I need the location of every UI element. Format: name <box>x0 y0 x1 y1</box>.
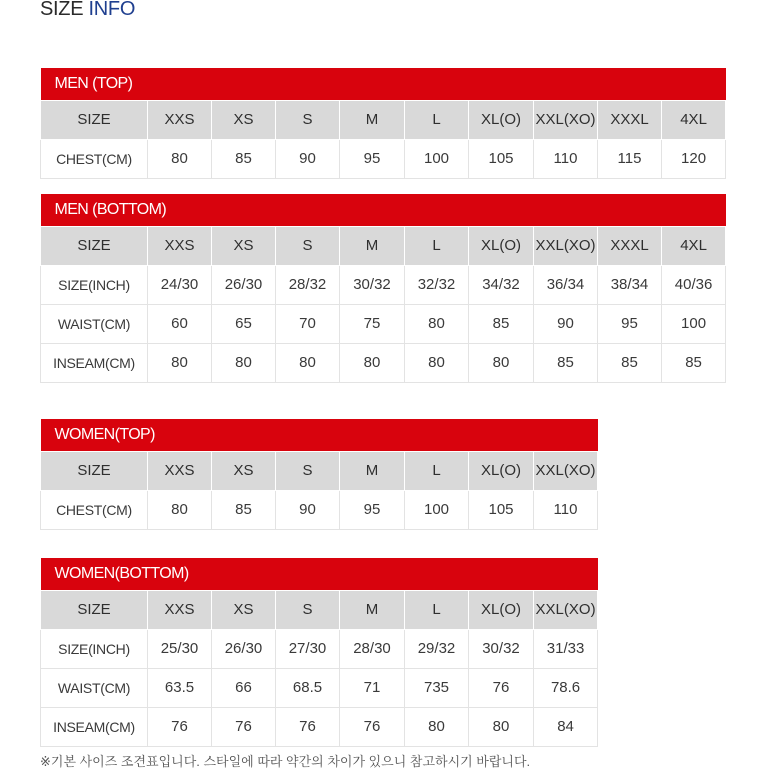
table-row <box>41 304 726 343</box>
table-cell: 95 <box>598 304 662 343</box>
header-cell: M <box>340 100 405 139</box>
table-cell: 65 <box>212 304 276 343</box>
table-cell: 63.5 <box>148 668 212 707</box>
table-title: WOMEN(TOP) <box>41 419 598 451</box>
table-cell: 120 <box>662 139 726 178</box>
table-cell: 76 <box>212 707 276 746</box>
header-cell: M <box>340 451 405 490</box>
header-cell: M <box>340 226 405 265</box>
table-cell: 71 <box>340 668 405 707</box>
header-cell: SIZE <box>41 590 148 629</box>
table-cell: 85 <box>534 343 598 382</box>
header-cell: XL(O) <box>469 100 534 139</box>
header-cell: SIZE <box>41 451 148 490</box>
table-cell: 85 <box>212 490 276 529</box>
header-cell: M <box>340 590 405 629</box>
row-label: INSEAM(CM) <box>41 707 148 746</box>
table-cell: 110 <box>534 139 598 178</box>
table-cell: 80 <box>469 343 534 382</box>
table-cell: 30/32 <box>340 265 405 304</box>
page-title <box>40 0 135 21</box>
header-cell: 4XL <box>662 100 726 139</box>
men-bottom-size-table <box>40 194 726 383</box>
header-cell: SIZE <box>41 100 148 139</box>
table-cell: 66 <box>212 668 276 707</box>
header-cell: XS <box>212 226 276 265</box>
header-cell: XXL(XO) <box>534 590 598 629</box>
table-cell: 68.5 <box>276 668 340 707</box>
size-footnote: ※기본 사이즈 조견표입니다. 스타일에 따라 약간의 차이가 있으니 참고하시기 바랍니다. <box>40 754 531 769</box>
table-cell: 60 <box>148 304 212 343</box>
header-cell: XXXL <box>598 100 662 139</box>
header-cell: L <box>405 590 469 629</box>
row-label: CHEST(CM) <box>41 490 148 529</box>
header-cell: SIZE <box>41 226 148 265</box>
size-header-row <box>41 100 726 139</box>
table-cell: 90 <box>534 304 598 343</box>
women-bottom-size-table <box>40 558 598 747</box>
header-cell: S <box>276 100 340 139</box>
table-row <box>41 707 598 746</box>
table-cell: 80 <box>405 707 469 746</box>
table-cell: 80 <box>148 139 212 178</box>
table-cell: 29/32 <box>405 629 469 668</box>
header-cell: XL(O) <box>469 451 534 490</box>
table-cell: 85 <box>598 343 662 382</box>
table-cell: 36/34 <box>534 265 598 304</box>
table-cell: 31/33 <box>534 629 598 668</box>
header-cell: XS <box>212 451 276 490</box>
table-cell: 100 <box>405 139 469 178</box>
table-title-row <box>41 419 598 451</box>
header-cell: XXXL <box>598 226 662 265</box>
table-cell: 80 <box>405 304 469 343</box>
table-cell: 80 <box>276 343 340 382</box>
table-cell: 84 <box>534 707 598 746</box>
table-cell: 100 <box>662 304 726 343</box>
table-cell: 30/32 <box>469 629 534 668</box>
table-cell: 78.6 <box>534 668 598 707</box>
row-label: CHEST(CM) <box>41 139 148 178</box>
table-cell: 25/30 <box>148 629 212 668</box>
header-cell: XS <box>212 590 276 629</box>
size-header-row <box>41 451 598 490</box>
table-cell: 95 <box>340 490 405 529</box>
table-cell: 75 <box>340 304 405 343</box>
table-cell: 100 <box>405 490 469 529</box>
table-cell: 80 <box>212 343 276 382</box>
table-cell: 735 <box>405 668 469 707</box>
table-title-row <box>41 558 598 590</box>
header-cell: XXS <box>148 590 212 629</box>
table-cell: 34/32 <box>469 265 534 304</box>
table-title: MEN (TOP) <box>41 68 726 100</box>
row-label: SIZE(INCH) <box>41 265 148 304</box>
table-cell: 110 <box>534 490 598 529</box>
header-cell: L <box>405 451 469 490</box>
table-cell: 80 <box>148 490 212 529</box>
table-cell: 90 <box>276 139 340 178</box>
men-top-size-table <box>40 68 726 179</box>
size-header-row <box>41 590 598 629</box>
header-cell: XL(O) <box>469 590 534 629</box>
table-cell: 85 <box>469 304 534 343</box>
table-row <box>41 490 598 529</box>
table-cell: 38/34 <box>598 265 662 304</box>
header-cell: XXL(XO) <box>534 451 598 490</box>
table-cell: 24/30 <box>148 265 212 304</box>
table-row <box>41 629 598 668</box>
table-cell: 80 <box>469 707 534 746</box>
table-cell: 85 <box>212 139 276 178</box>
header-cell: S <box>276 590 340 629</box>
table-cell: 76 <box>148 707 212 746</box>
page-title-prefix: SIZE <box>40 0 84 20</box>
table-title: WOMEN(BOTTOM) <box>41 558 598 590</box>
table-cell: 76 <box>340 707 405 746</box>
table-cell: 115 <box>598 139 662 178</box>
table-cell: 95 <box>340 139 405 178</box>
table-title-row <box>41 68 726 100</box>
table-cell: 76 <box>469 668 534 707</box>
table-row <box>41 343 726 382</box>
header-cell: XXL(XO) <box>534 100 598 139</box>
table-cell: 90 <box>276 490 340 529</box>
table-row <box>41 265 726 304</box>
header-cell: 4XL <box>662 226 726 265</box>
table-cell: 80 <box>405 343 469 382</box>
header-cell: XXS <box>148 100 212 139</box>
header-cell: XXS <box>148 451 212 490</box>
header-cell: XXL(XO) <box>534 226 598 265</box>
table-cell: 70 <box>276 304 340 343</box>
table-cell: 32/32 <box>405 265 469 304</box>
header-cell: S <box>276 451 340 490</box>
row-label: WAIST(CM) <box>41 668 148 707</box>
table-cell: 28/30 <box>340 629 405 668</box>
table-cell: 26/30 <box>212 265 276 304</box>
table-cell: 28/32 <box>276 265 340 304</box>
page-title-accent: INFO <box>88 0 136 20</box>
table-cell: 85 <box>662 343 726 382</box>
table-cell: 27/30 <box>276 629 340 668</box>
table-cell: 40/36 <box>662 265 726 304</box>
women-top-size-table <box>40 419 598 530</box>
table-cell: 80 <box>340 343 405 382</box>
size-header-row <box>41 226 726 265</box>
table-title: MEN (BOTTOM) <box>41 194 726 226</box>
table-cell: 105 <box>469 139 534 178</box>
table-cell: 26/30 <box>212 629 276 668</box>
header-cell: L <box>405 226 469 265</box>
table-cell: 76 <box>276 707 340 746</box>
header-cell: XS <box>212 100 276 139</box>
header-cell: S <box>276 226 340 265</box>
table-title-row <box>41 194 726 226</box>
table-row <box>41 139 726 178</box>
header-cell: XXS <box>148 226 212 265</box>
header-cell: L <box>405 100 469 139</box>
header-cell: XL(O) <box>469 226 534 265</box>
table-cell: 80 <box>148 343 212 382</box>
row-label: SIZE(INCH) <box>41 629 148 668</box>
table-row <box>41 668 598 707</box>
row-label: WAIST(CM) <box>41 304 148 343</box>
row-label: INSEAM(CM) <box>41 343 148 382</box>
table-cell: 105 <box>469 490 534 529</box>
